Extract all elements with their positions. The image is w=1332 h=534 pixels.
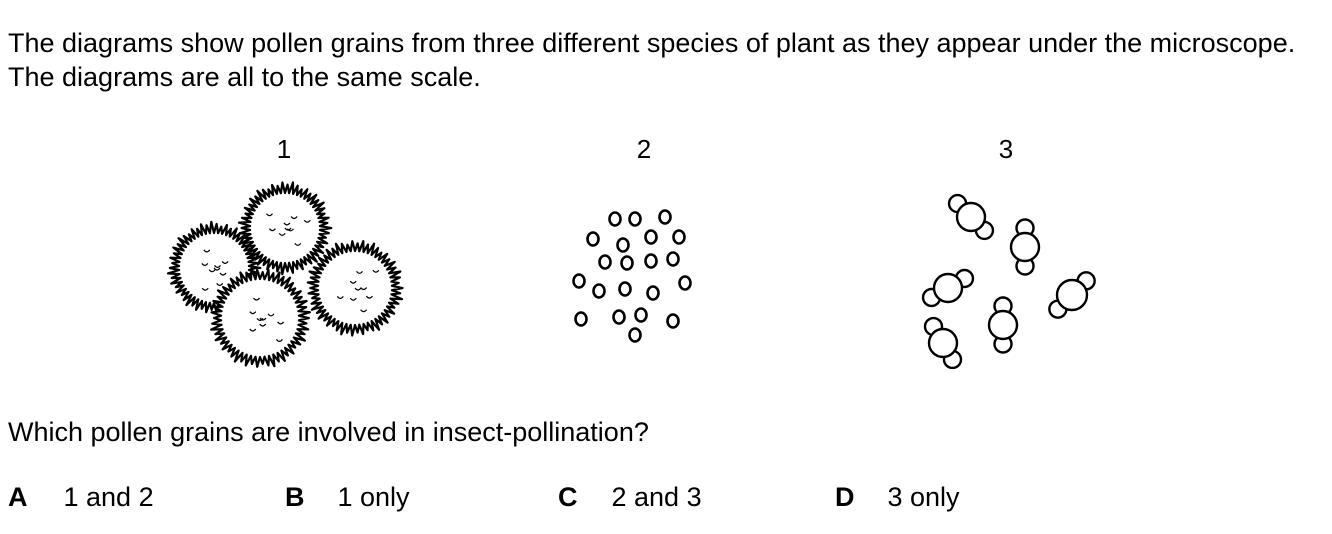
figure-label-1: 1	[276, 134, 292, 164]
winged-pollen-grains-icon	[905, 175, 1115, 385]
figure-label-3: 3	[998, 134, 1014, 164]
option-b[interactable]	[285, 482, 410, 513]
question-intro: The diagrams show pollen grains from three different species of plant as they appear under the microscope. The diagrams are all to the same scale.	[8, 28, 1296, 92]
option-text: 1 only	[337, 482, 410, 512]
option-letter: A	[8, 482, 28, 512]
option-letter: C	[558, 482, 578, 512]
question-prompt: Which pollen grains are involved in insect-pollination?	[8, 417, 649, 447]
option-text: 2 and 3	[611, 482, 702, 512]
option-d[interactable]	[835, 482, 960, 513]
option-a[interactable]	[8, 482, 154, 513]
option-c[interactable]	[558, 482, 702, 513]
small-smooth-pollen-grains-icon	[565, 205, 710, 355]
figure-label-2: 2	[636, 134, 652, 164]
option-text: 1 and 2	[63, 482, 154, 512]
spiky-pollen-grains-icon	[160, 180, 410, 380]
option-letter: B	[285, 482, 305, 512]
option-text: 3 only	[887, 482, 960, 512]
option-letter: D	[835, 482, 855, 512]
